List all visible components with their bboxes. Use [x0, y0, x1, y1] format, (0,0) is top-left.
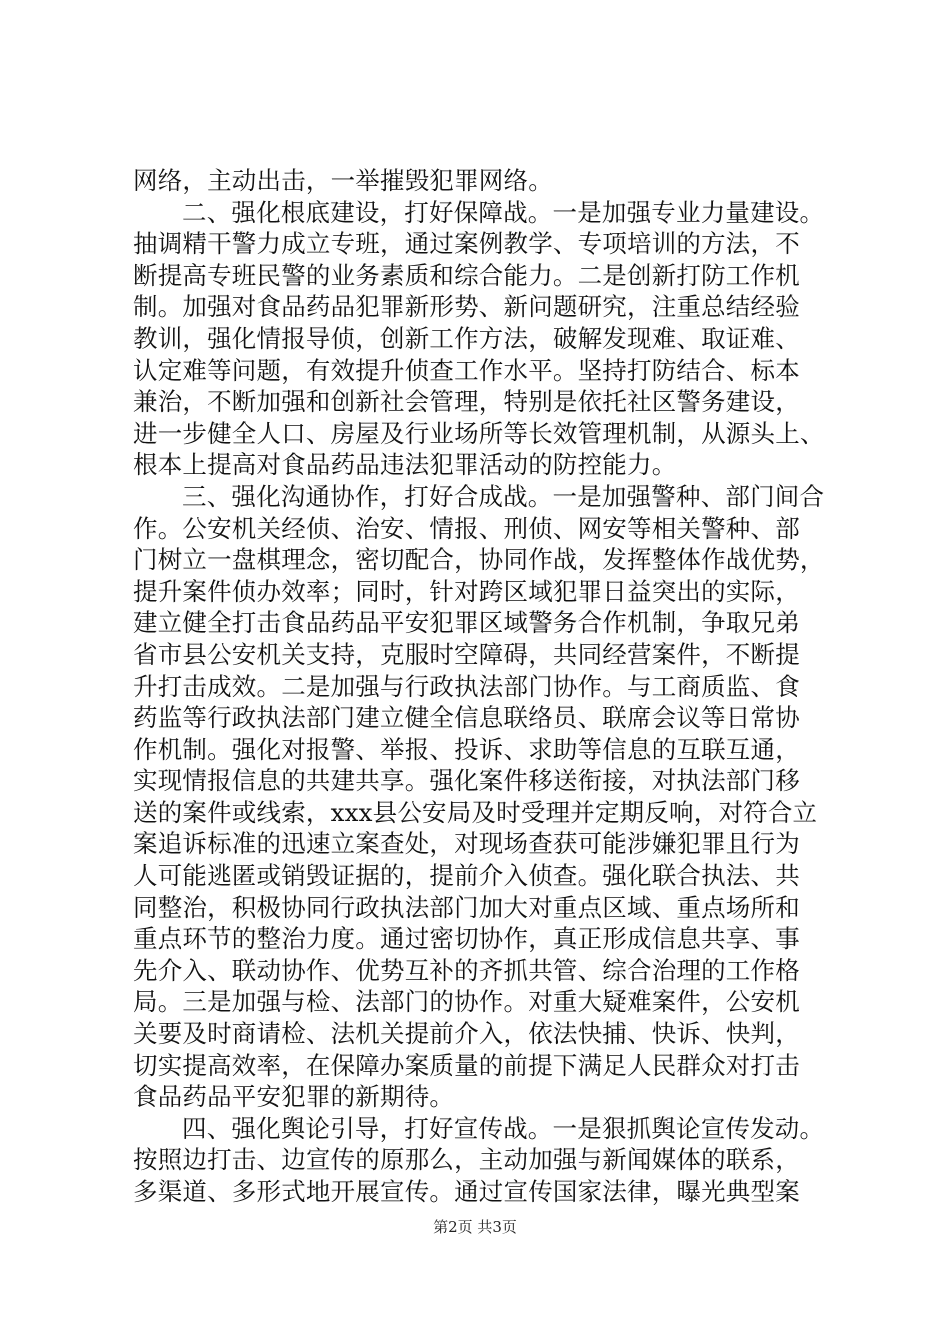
text-line: 抽调精干警力成立专班，通过案例教学、专项培训的方法，不	[133, 229, 800, 259]
text-line: 多渠道、多形式地开展宣传。通过宣传国家法律，曝光典型案	[133, 1177, 800, 1206]
text-line: 关要及时商请检、法机关提前介入，依法快捕、快诉、快判，	[133, 1019, 800, 1049]
text-line: 实现情报信息的共建共享。强化案件移送衔接，对执法部门移	[133, 766, 800, 796]
text-line: 案追诉标准的迅速立案查处，对现场查获可能涉嫌犯罪且行为	[133, 829, 800, 859]
document-body	[133, 165, 833, 1208]
text-line: 兼治，不断加强和创新社会管理，特别是依托社区警务建设，	[133, 387, 800, 417]
text-line: 局。三是加强与检、法部门的协作。对重大疑难案件，公安机	[133, 987, 800, 1017]
text-line: 升打击成效。二是加强与行政执法部门协作。与工商质监、食	[133, 671, 800, 701]
text-line: 根本上提高对食品药品违法犯罪活动的防控能力。	[133, 450, 677, 480]
text-line: 断提高专班民警的业务素质和综合能力。二是创新打防工作机	[133, 260, 800, 290]
text-line: 人可能逃匿或销毁证据的，提前介入侦查。强化联合执法、共	[133, 861, 800, 891]
text-line: 省市县公安机关支持，克服时空障碍，共同经营案件，不断提	[133, 639, 800, 669]
paragraph-first-line: 四、强化舆论引导，打好宣传战。一是狠抓舆论宣传发动。	[182, 1113, 825, 1143]
paragraph-first-line: 二、强化根底建设，打好保障战。一是加强专业力量建设。	[182, 197, 825, 227]
text-line: 网络，主动出击，一举摧毁犯罪网络。	[133, 166, 553, 195]
text-line: 送的案件或线索，xxx县公安局及时受理并定期反响，对符合立	[133, 797, 818, 827]
text-line: 教训，强化情报导侦，创新工作方法，破解发现难、取证难、	[133, 323, 800, 353]
text-line: 制。加强对食品药品犯罪新形势、新问题研究，注重总结经验	[133, 292, 800, 322]
text-line: 作机制。强化对报警、举报、投诉、求助等信息的互联互通，	[133, 734, 800, 764]
text-line: 切实提高效率，在保障办案质量的前提下满足人民群众对打击	[133, 1050, 800, 1080]
text-line: 认定难等问题，有效提升侦查工作水平。坚持打防结合、标本	[133, 355, 800, 385]
paragraph-first-line: 三、强化沟通协作，打好合成战。一是加强警种、部门间合	[182, 481, 825, 511]
text-line: 提升案件侦办效率；同时，针对跨区域犯罪日益突出的实际，	[133, 576, 800, 606]
text-line: 药监等行政执法部门建立健全信息联络员、联席会议等日常协	[133, 703, 800, 733]
text-line: 作。公安机关经侦、治安、情报、刑侦、网安等相关警种、部	[133, 513, 800, 543]
text-line: 先介入、联动协作、优势互补的齐抓共管、综合治理的工作格	[133, 955, 800, 985]
text-line: 重点环节的整治力度。通过密切协作，真正形成信息共享、事	[133, 924, 800, 954]
page-footer: 第2页 共3页	[433, 1218, 517, 1236]
text-line: 同整治，积极协同行政执法部门加大对重点区域、重点场所和	[133, 892, 800, 922]
text-line: 按照边打击、边宣传的原那么，主动加强与新闻媒体的联系，	[133, 1145, 800, 1175]
text-line: 门树立一盘棋理念，密切配合，协同作战，发挥整体作战优势，	[133, 545, 825, 575]
text-line: 建立健全打击食品药品平安犯罪区域警务合作机制，争取兄弟	[133, 608, 800, 638]
text-line: 食品药品平安犯罪的新期待。	[133, 1082, 455, 1112]
text-line: 进一步健全人口、房屋及行业场所等长效管理机制，从源头上、	[133, 418, 825, 448]
